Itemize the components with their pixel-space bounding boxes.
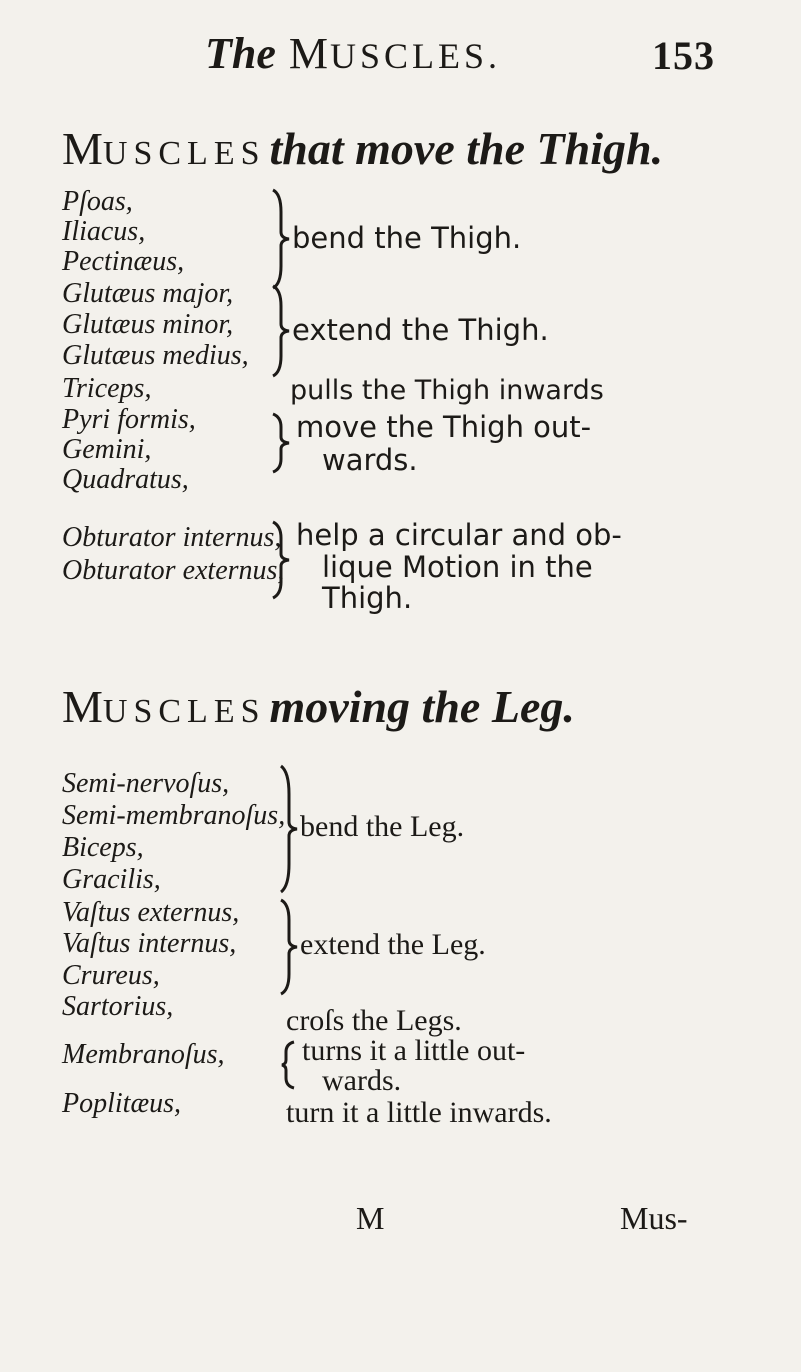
running-title-rest: USCLES.: [330, 36, 502, 76]
action-extend-leg: extend the Leg.: [300, 928, 486, 961]
leg-muscle: Vaſtus externus,: [62, 897, 240, 928]
action-move-outwards-line1: move the Thigh out-: [296, 410, 592, 444]
thigh-muscle: Obturator internus,: [62, 522, 282, 553]
action-pull-inwards: pulls the Thigh inwards: [290, 375, 604, 406]
signature-mark: M: [356, 1200, 385, 1236]
thigh-muscle: Glutæus medius,: [62, 340, 249, 371]
brace-turn-outwards: [280, 1040, 298, 1090]
action-extend-thigh: extend the Thigh.: [292, 313, 549, 347]
thigh-muscle: Pyri formis,: [62, 404, 196, 435]
action-move-outwards-line2: wards.: [322, 443, 418, 477]
running-title-capital: M: [288, 29, 331, 78]
action-turn-out-line1: turns it a little out-: [302, 1034, 526, 1067]
action-circular-line1: help a circular and ob-: [296, 518, 622, 552]
action-circular-line2: lique Motion in the: [322, 550, 593, 584]
thigh-muscle: Glutæus major,: [62, 278, 234, 309]
action-bend-thigh: bend the Thigh.: [292, 221, 522, 255]
leg-muscle: Membranoſus,: [62, 1039, 225, 1070]
action-cross-legs: croſs the Legs.: [286, 1004, 462, 1037]
thigh-section-heading: [62, 122, 801, 175]
brace-move-outwards: [270, 412, 292, 474]
brace-bend-thigh: [270, 188, 292, 290]
thigh-muscle: Gemini,: [62, 434, 152, 465]
thigh-muscle: Iliacus,: [62, 216, 146, 247]
thigh-muscle: Triceps,: [62, 373, 152, 404]
action-bend-leg: bend the Leg.: [300, 810, 465, 843]
leg-muscle: Crureus,: [62, 960, 160, 991]
action-turn-inwards: turn it a little inwards.: [286, 1096, 552, 1129]
action-turn-out-line2: wards.: [322, 1064, 402, 1097]
running-title: [205, 28, 501, 79]
leg-heading-italic: moving the Leg.: [269, 681, 575, 732]
running-title-the: The: [205, 29, 276, 78]
thigh-heading-italic: that move the Thigh.: [269, 123, 664, 174]
leg-muscle: Gracilis,: [62, 864, 161, 895]
leg-muscle: Vaſtus internus,: [62, 928, 237, 959]
leg-heading-capital: M: [62, 681, 103, 732]
thigh-heading-small-caps: USCLES: [102, 135, 266, 172]
brace-extend-thigh: [270, 284, 292, 378]
thigh-heading-capital: M: [62, 123, 103, 174]
action-circular-line3: Thigh.: [322, 581, 413, 615]
thigh-muscle: Glutæus minor,: [62, 309, 234, 340]
thigh-muscle: Quadratus,: [62, 464, 189, 495]
leg-muscle: Semi-nervoſus,: [62, 768, 230, 799]
thigh-muscle: Obturator externus,: [62, 555, 285, 586]
page-number: 153: [652, 33, 715, 78]
leg-heading-small-caps: USCLES: [102, 693, 266, 730]
running-head: [0, 28, 801, 78]
brace-bend-leg: [278, 764, 300, 894]
leg-muscle: Biceps,: [62, 832, 144, 863]
leg-muscle: Poplitæus,: [62, 1088, 182, 1119]
thigh-muscle: Pſoas,: [62, 186, 133, 217]
leg-section-heading: [62, 680, 801, 733]
brace-circular-motion: [270, 520, 292, 600]
thigh-muscle: Pectinæus,: [62, 246, 185, 277]
catchword: Mus-: [620, 1200, 688, 1236]
leg-muscle: Semi-membranoſus,: [62, 800, 286, 831]
leg-muscle: Sartorius,: [62, 991, 174, 1022]
brace-extend-leg: [278, 898, 300, 996]
